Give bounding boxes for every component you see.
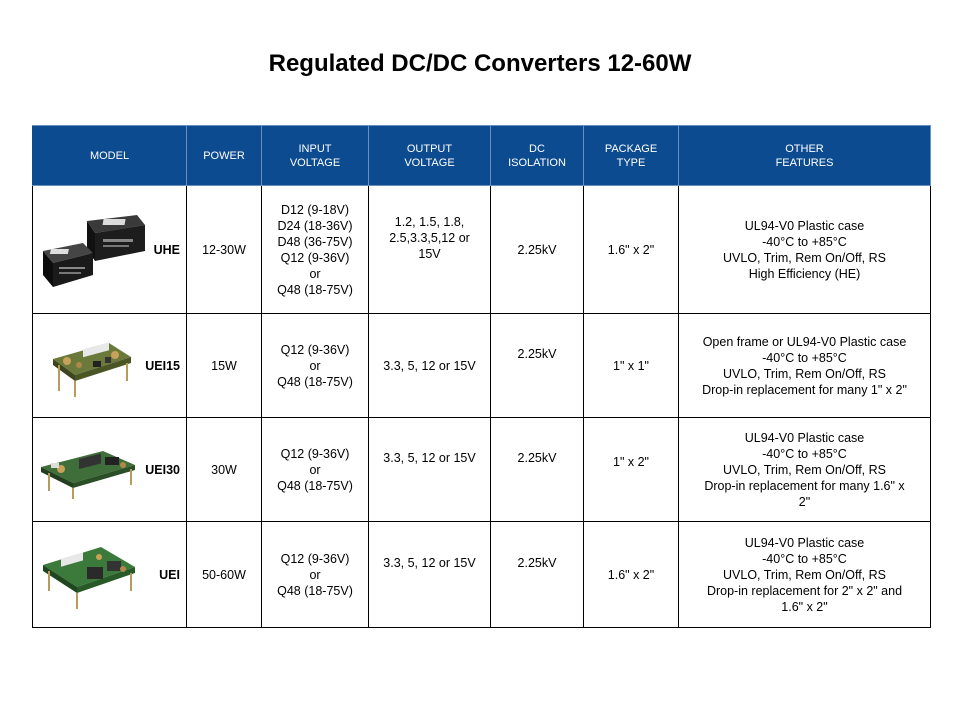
dc-dc-module-board-large-icon bbox=[39, 539, 139, 611]
table-row bbox=[33, 314, 931, 418]
header-package-type: PACKAGE TYPE bbox=[584, 126, 679, 186]
dc-dc-module-board-icon bbox=[39, 439, 139, 501]
other-features-cell: UL94-V0 Plastic case -40°C to +85°C UVLO, Trim, Rem On/Off, RS High Efficiency (HE) bbox=[679, 186, 931, 314]
model-cell bbox=[33, 522, 187, 628]
model-cell bbox=[33, 186, 187, 314]
table-row bbox=[33, 186, 931, 314]
power-cell: 30W bbox=[187, 418, 262, 522]
model-name: UEI bbox=[159, 567, 180, 582]
package-type-cell: 1" x 1" bbox=[584, 314, 679, 418]
output-voltage-text: 1.2, 1.5, 1.8, 2.5,3.3,5,12 or 15V bbox=[389, 214, 470, 261]
input-voltage-cell: Q12 (9-36V) or Q48 (18-75V) bbox=[262, 418, 369, 522]
table-row bbox=[33, 522, 931, 628]
input-voltage-cell: Q12 (9-36V) or Q48 (18-75V) bbox=[262, 522, 369, 628]
converter-spec-table bbox=[32, 125, 931, 628]
dc-isolation-cell bbox=[491, 522, 584, 628]
dc-isolation-text: 2.25kV bbox=[517, 450, 557, 465]
output-voltage-text: 3.3, 5, 12 or 15V bbox=[383, 555, 476, 570]
package-type-cell: 1.6" x 2" bbox=[584, 186, 679, 314]
power-cell: 50-60W bbox=[187, 522, 262, 628]
model-name: UHE bbox=[153, 242, 180, 257]
dc-isolation-text: 2.25kV bbox=[517, 346, 557, 361]
dc-isolation-cell bbox=[491, 314, 584, 418]
input-voltage-cell: Q12 (9-36V) or Q48 (18-75V) bbox=[262, 314, 369, 418]
header-model: MODEL bbox=[33, 126, 187, 186]
output-voltage-cell: 3.3, 5, 12 or 15V bbox=[369, 314, 491, 418]
other-features-cell: UL94-V0 Plastic case -40°C to +85°C UVLO, Trim, Rem On/Off, RS Drop-in replacement for many 1.6" x 2" bbox=[679, 418, 931, 522]
package-type-cell bbox=[584, 418, 679, 522]
table-header-row bbox=[33, 126, 931, 186]
table-row bbox=[33, 418, 931, 522]
dc-isolation-cell bbox=[491, 418, 584, 522]
dc-dc-module-potted-icon bbox=[39, 211, 149, 289]
header-input-voltage: INPUT VOLTAGE bbox=[262, 126, 369, 186]
header-output-voltage: OUTPUT VOLTAGE bbox=[369, 126, 491, 186]
power-cell: 15W bbox=[187, 314, 262, 418]
dc-isolation-text: 2.25kV bbox=[517, 555, 557, 570]
page-title: Regulated DC/DC Converters 12-60W bbox=[268, 50, 692, 77]
other-features-cell: UL94-V0 Plastic case -40°C to +85°C UVLO, Trim, Rem On/Off, RS Drop-in replacement for 2" x 2" and 1.6" x 2" bbox=[679, 522, 931, 628]
output-voltage-text: 3.3, 5, 12 or 15V bbox=[383, 450, 476, 465]
output-voltage-cell bbox=[369, 186, 491, 314]
input-voltage-cell: D12 (9-18V) D24 (18-36V) D48 (36-75V) Q12 (9-36V) or Q48 (18-75V) bbox=[262, 186, 369, 314]
output-voltage-cell bbox=[369, 418, 491, 522]
model-name: UEI30 bbox=[145, 462, 180, 477]
dc-isolation-cell: 2.25kV bbox=[491, 186, 584, 314]
model-cell bbox=[33, 314, 187, 418]
model-name: UEI15 bbox=[145, 358, 180, 373]
power-cell: 12-30W bbox=[187, 186, 262, 314]
package-type-cell: 1.6" x 2" bbox=[584, 522, 679, 628]
model-cell bbox=[33, 418, 187, 522]
header-dc-isolation: DC ISOLATION bbox=[491, 126, 584, 186]
output-voltage-cell bbox=[369, 522, 491, 628]
header-power: POWER bbox=[187, 126, 262, 186]
other-features-cell: Open frame or UL94-V0 Plastic case -40°C to +85°C UVLO, Trim, Rem On/Off, RS Drop-in replacement for many 1" x 2" bbox=[679, 314, 931, 418]
dc-dc-module-open-frame-icon bbox=[39, 331, 139, 401]
header-other-features: OTHER FEATURES bbox=[679, 126, 931, 186]
package-type-text: 1" x 2" bbox=[613, 454, 649, 469]
